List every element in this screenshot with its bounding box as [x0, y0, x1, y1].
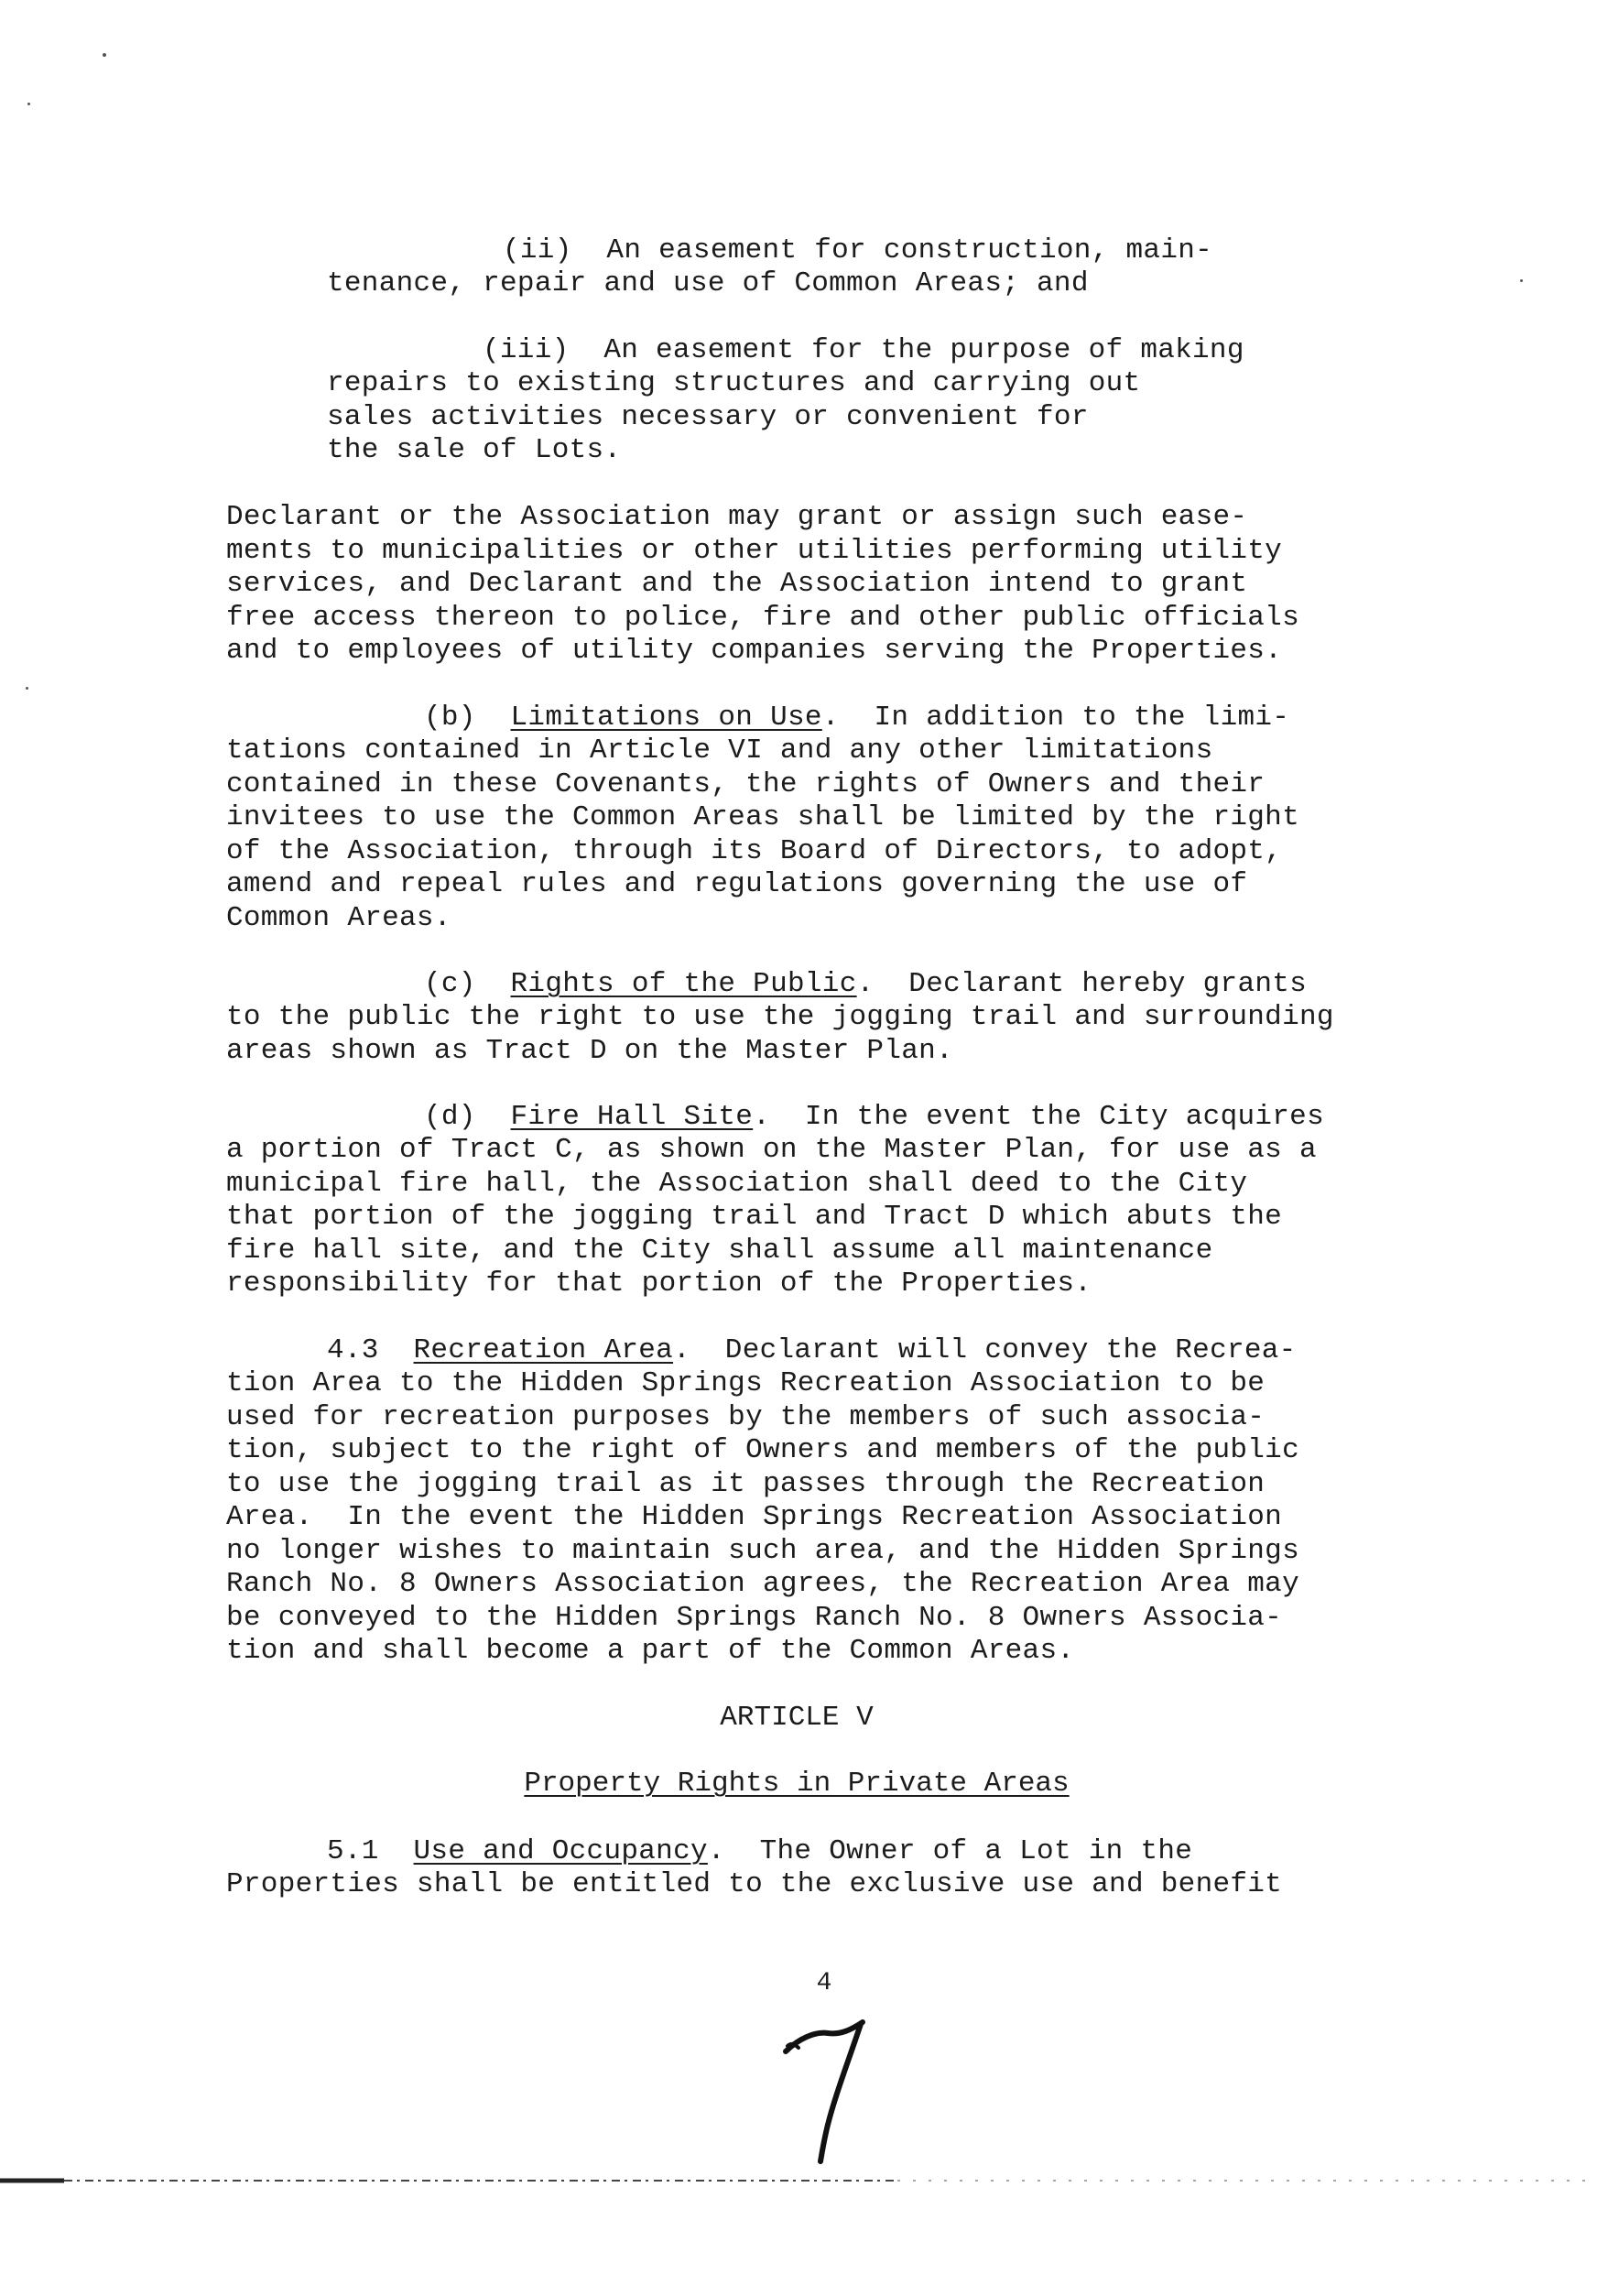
- paragraph-section-4-3: [327, 1334, 1297, 1368]
- section-4-3-line-10: tion and shall become a part of the Common Areas.: [226, 1635, 1075, 1667]
- section-d-line-1-rest: . In the event the City acquires: [753, 1101, 1324, 1133]
- handwritten-seven-mark: [767, 2011, 886, 2167]
- article-v-title: ARTICLE V: [720, 1702, 874, 1734]
- paragraph-section-b-cont: [226, 735, 1299, 935]
- scan-artifact-rule: [0, 2178, 1597, 2183]
- section-b-line-6: amend and repeal rules and regulations governing the use of: [226, 868, 1248, 900]
- section-d-line-3: municipal fire hall, the Association shall deed to the City: [226, 1167, 1248, 1200]
- scan-speck: [27, 103, 30, 105]
- paragraph-item-ii-cont: [327, 267, 1089, 301]
- section-d-heading: Fire Hall Site: [510, 1101, 754, 1133]
- section-c-line-2: to the public the right to use the jogging trail and surrounding: [226, 1001, 1334, 1033]
- section-4-3-line-5: to use the jogging trail as it passes through the Recreation: [226, 1467, 1266, 1500]
- scan-speck: [26, 687, 28, 690]
- section-c-heading: Rights of the Public: [510, 968, 857, 1000]
- paragraph-section-c-cont: [226, 1001, 1334, 1068]
- paragraph-item-ii: [503, 234, 1212, 268]
- item-ii-line-1: (ii) An easement for construction, main-: [503, 234, 1213, 267]
- paragraph-item-iii: [483, 334, 1244, 368]
- paragraph-section-4-3-cont: [226, 1367, 1299, 1669]
- declarant-line-2: ments to municipalities or other utilities performing utility: [226, 534, 1283, 567]
- paragraph-declarant-grant: [226, 501, 1299, 669]
- page-number: 4: [816, 1969, 832, 1997]
- section-5-1-marker: 5.1: [327, 1835, 379, 1867]
- section-d-marker: (d): [424, 1101, 476, 1133]
- paragraph-section-5-1-cont: [226, 1868, 1282, 1902]
- paragraph-section-b: [424, 702, 1289, 735]
- section-5-1-line-2: Properties shall be entitled to the exclusive use and benefit: [226, 1868, 1283, 1900]
- item-iii-line-2: repairs to existing structures and carrying out: [327, 367, 1141, 399]
- article-v-subtitle-wrap: [229, 1768, 1364, 1801]
- section-c-line-3: areas shown as Tract D on the Master Plan.: [226, 1034, 953, 1067]
- section-b-marker: (b): [424, 702, 476, 734]
- item-iii-line-3: sales activities necessary or convenient for: [327, 400, 1089, 433]
- section-4-3-line-1-rest: . Declarant will convey the Recrea-: [673, 1334, 1297, 1366]
- section-c-line-1-rest: . Declarant hereby grants: [856, 968, 1308, 1000]
- section-4-3-line-3: used for recreation purposes by the members of such associa-: [226, 1400, 1266, 1433]
- section-4-3-line-7: no longer wishes to maintain such area, and the Hidden Springs: [226, 1534, 1299, 1567]
- paragraph-section-5-1: [327, 1835, 1192, 1869]
- scan-speck: [103, 53, 106, 57]
- paragraph-section-c: [424, 968, 1307, 1002]
- section-4-3-line-2: tion Area to the Hidden Springs Recreation Association to be: [226, 1367, 1266, 1399]
- paragraph-section-d-cont: [226, 1134, 1317, 1301]
- item-iii-line-1: (iii) An easement for the purpose of making: [483, 334, 1244, 366]
- section-b-line-1-rest: . In addition to the limi-: [821, 702, 1290, 734]
- section-b-line-7: Common Areas.: [226, 901, 451, 934]
- section-b-line-4: invitees to use the Common Areas shall be limited by the right: [226, 801, 1299, 833]
- declarant-line-1: Declarant or the Association may grant or assign such ease-: [226, 501, 1248, 533]
- section-d-line-6: responsibility for that portion of the Properties.: [226, 1268, 1092, 1300]
- section-b-line-2: tations contained in Article VI and any other limitations: [226, 735, 1213, 767]
- article-v-subtitle: Property Rights in Private Areas: [524, 1768, 1070, 1800]
- section-b-heading: Limitations on Use: [510, 702, 822, 734]
- section-b-line-5: of the Association, through its Board of Directors, to adopt,: [226, 834, 1283, 867]
- section-d-line-5: fire hall site, and the City shall assume all maintenance: [226, 1234, 1213, 1267]
- section-4-3-line-6: Area. In the event the Hidden Springs Recreation Association: [226, 1501, 1283, 1533]
- section-4-3-heading: Recreation Area: [413, 1334, 674, 1366]
- declarant-line-3: services, and Declarant and the Association intend to grant: [226, 568, 1248, 600]
- paragraph-item-iii-cont: [327, 367, 1140, 468]
- section-4-3-marker: 4.3: [327, 1334, 379, 1366]
- declarant-line-5: and to employees of utility companies serving the Properties.: [226, 635, 1283, 667]
- section-c-marker: (c): [424, 968, 476, 1000]
- section-d-line-4: that portion of the jogging trail and Tract D which abuts the: [226, 1201, 1283, 1233]
- item-iii-line-4: the sale of Lots.: [327, 434, 622, 466]
- section-4-3-line-4: tion, subject to the right of Owners and members of the public: [226, 1434, 1299, 1466]
- scan-speck: [1520, 279, 1523, 282]
- section-5-1-heading: Use and Occupancy: [413, 1835, 708, 1867]
- section-5-1-line-1-rest: . The Owner of a Lot in the: [707, 1835, 1193, 1867]
- section-b-line-3: contained in these Covenants, the rights of Owners and their: [226, 767, 1266, 800]
- item-ii-line-2: tenance, repair and use of Common Areas; and: [327, 267, 1089, 299]
- section-d-line-2: a portion of Tract C, as shown on the Master Plan, for use as a: [226, 1134, 1317, 1166]
- declarant-line-4: free access thereon to police, fire and other public officials: [226, 601, 1299, 634]
- paragraph-section-d: [424, 1101, 1324, 1135]
- section-4-3-line-9: be conveyed to the Hidden Springs Ranch No. 8 Owners Associa-: [226, 1601, 1283, 1634]
- section-4-3-line-8: Ranch No. 8 Owners Association agrees, the Recreation Area may: [226, 1568, 1299, 1600]
